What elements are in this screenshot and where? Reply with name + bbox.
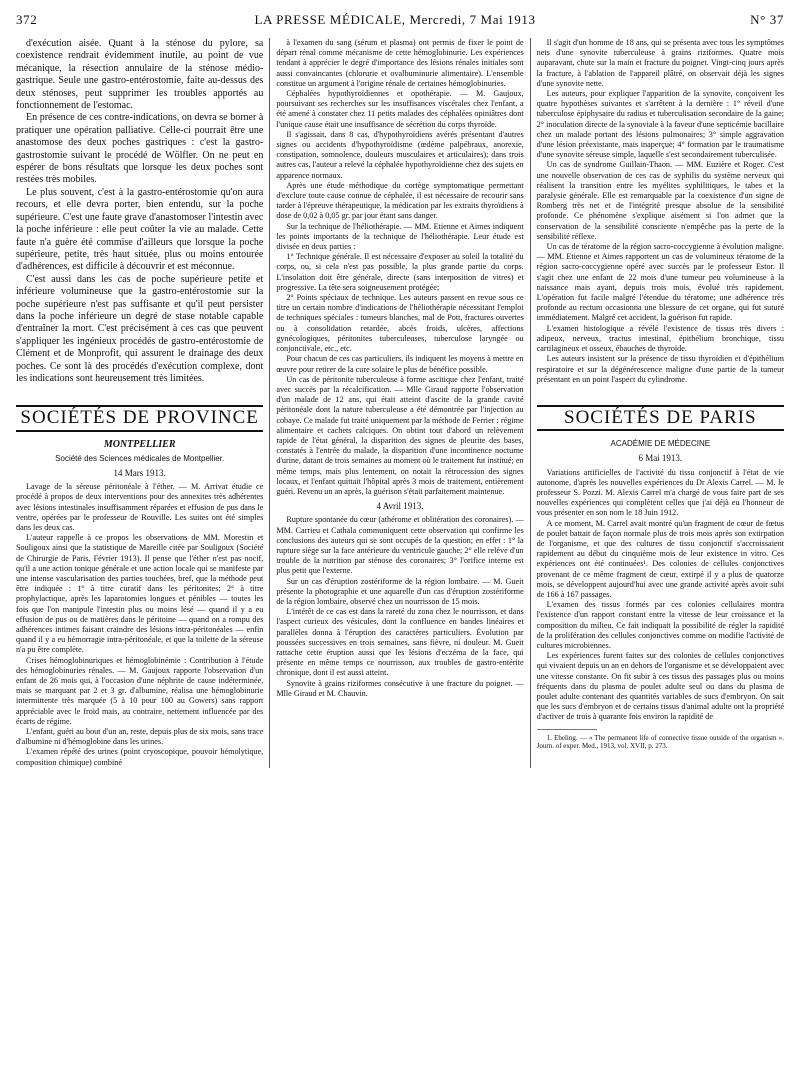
column-left [16, 38, 269, 768]
paragraph: L'enfant, guéri au bout d'un an, reste, depuis plus de six mois, sans trace d'albumine ni d'hémoglobine dans les urines. [16, 727, 264, 747]
footnote-rule [537, 729, 597, 730]
section-title-province: SOCIÉTÉS DE PROVINCE [16, 405, 263, 431]
paragraph: à l'examen du sang (sérum et plasma) ont permis de fixer le point de départ rénal comme mécanisme de cette hémoglobinurie. Les expériences tendant à apprécier le degré d'importance des lésions rénales initiales sont aussi convaincantes (chlorurie et ovalbuminurie alimentaire). L'ensemble constitue un argument à l'origine rénale de certaines hémoglobinuries. [276, 38, 524, 88]
society-heading: Société des Sciences médicales de Montpellier. [55, 453, 225, 463]
paragraph: d'exécution aisée. Quant à la sténose du pylore, sa coexistence rendrait évidemment inutile, au point de vue mécanique, la résection annulaire de la sténose médio-gastrique. Seule une gastro-entérostomie, faite au-dessus des deux sténoses, peut supprimer les troubles apportés au fonctionnement de l'estomac. [16, 38, 264, 112]
paragraph: Rupture spontanée du cœur (athérome et oblitération des coronaires). — MM. Carrieu et Cathala communiquent cette observation qui confirme les conclusions des auteurs qui se sont occupés de la question; en effet : 1° la rupture siège sur la face antérieure du ventricule gauche; 2° elle relève d'un trouble de la nutrition par sténose des coronaires; 3° l'orifice interne est plus petit que l'externe. [276, 515, 524, 576]
three-column-body [16, 38, 784, 768]
issue-number: N° 37 [750, 12, 784, 27]
paragraph: Pour chacun de ces cas particuliers, ils indiquent les moyens à mettre en œuvre pour retirer de la cure solaire le plus de bénéfice possible. [276, 354, 524, 374]
paragraph: Un cas de syndrome Guillain-Thaon. — MM. Euzière et Roger. C'est une nouvelle observation de ces cas de syphilis du système nerveux qui réalisent la transition entre les myélites syphilitiques, le tabes et la paralysie générale. Elle est remarquable par la coexistence d'un signe de Romberg très net et de l'intégrité presque absolue de la sensibilité profonde. Ce phénomène s'explique aisément si l'on admet que la conservation de la sensibilité consciente n'empêche pas la perte de la sensibilité réflexe. [536, 160, 784, 241]
paragraph: Les expériences furent faites sur des colonies de cellules conjonctives qui vivaient depuis un an en dehors de l'organisme et se développaient avec une vitesse constante. On fit subir à ces tissus des passages plus ou moins fréquents dans du plasma de poulet adulte seul ou dans du plasma de poulet adulte contenant des quantités variables de sucs d'embryon. On sait que les sucs d'embryon et de certains tissus d'animal adulte ont la propriété d'activer de trois à quarante fois environ la rapidité de [536, 651, 784, 722]
paragraph: Un cas de péritonite tuberculeuse à forme ascitique chez l'enfant, traité avec succès par la récalcification. — Mlle Giraud rapporte l'observation d'un malade de 12 ans, qui était atteint d'ascite de la grande cavité péritonéale dont la nature tuberculeuse a été démontrée par l'injection au cobaye. Ce malade fut traité uniquement par la méthode de Ferrier : régime alimentaire et cachets calciques. On obtint tout d'abord un relèvement rapide de l'état général, la disparition des signes de pleurite des bases, constatés à l'entrée du malade, la disparition d'une incontinence nocturne d'urine, datant de trois semaines au moment où le traitement fut institué; en même temps, mais plus lentement, on notait la rétrocession des signes locaux, et l'enfant quittait l'hôpital après 3 mois de traitement, entièrement guéri. Revenu un an après, la guérison s'était parfaitement maintenue. [276, 374, 524, 496]
footnote: 1. Ebeling. — « The permanent life of connective tissue outside of the organism ». Journ. of exper. Med., 1913, vol. XVII, p. 273. [536, 733, 784, 751]
section-title-paris: SOCIÉTÉS DE PARIS [537, 405, 784, 431]
paragraph: Variations artificielles de l'activité du tissu conjonctif à l'état de vie autonome, d'après les nouvelles expériences du Dr Alexis Carrel. — M. le professeur S. Pozzi. M. Alexis Carrel m'a chargé de vous faire part de ses nouvelles expériences qui complètent celles que j'ai déjà eu l'honneur de vous présenter en son nom le 18 Juin 1912. [536, 467, 784, 518]
paragraph: En présence de ces contre-indications, on devra se borner à pratiquer une opération palliative. Celle-ci pourrait être une anastomose des deux poches gastriques : c'est la gastro-gastrostomie suivant le procédé de Wölfler. On ne peut en espérer de bons résultats que lorsque les deux poches sont restées très mobiles. [16, 112, 264, 186]
journal-title: LA PRESSE MÉDICALE, Mercredi, 7 Mai 1913 [254, 12, 536, 27]
running-header [16, 12, 784, 28]
paragraph: Céphalées hypothyroïdiennes et opothérapie. — M. Gaujoux, poursuivant ses recherches sur les insuffisances viscérales chez l'enfant, a été amené à constater chez 11 petits malades des céphalées opiniâtres dont l'unique cause était une insuffisance de sécrétion du corps thyroïde. [276, 89, 524, 129]
paragraph: A ce moment, M. Carrel avait montré qu'un fragment de cœur de fœtus de poulet battait de façon normale plus de trois mois après son extirpation de l'organisme, et que des cultures de tissu conjonctif s'accroissaient rapidement au début du cinquième mois de leur existence in vitro. Ces expériences ont été continuées¹. Des colonies de cellules conjonctives provenant de ce même fragment de cœur, extirpé il y a plus de quatorze mois, se développent aujourd'hui avec une grande activité après avoir subi de 166 à 167 passages. [536, 518, 784, 599]
paragraph: Il s'agit d'un homme de 18 ans, qui se présenta avec tous les symptômes nets d'une synovite tuberculeuse à grains riziformes. Quatre mois auparavant, chute sur la main et fracture du poignet. Vingt-cinq jours après la fracture, à l'ablation de l'appareil plâtré, on observait déjà les signes d'une synovite nette. [536, 38, 784, 88]
paragraph: Un cas de tératome de la région sacro-coccygienne à évolution maligne. — MM. Etienne et Aimes rapportent un cas de volumineux tératome de la région sacro-coccygienne opéré avec succès par le professeur Estor. Il s'agit chez une enfant de 22 mois d'une tumeur peu volumineuse à la naissance mais ayant, depuis trois mois, évolué très rapidement. L'opération fut facile malgré l'étendue du tératome; une adhérence très profonde au rectum occasionna une blessure de cet organe, qui fut suturé immédiatement. Malgré cet accident, la guérison fut rapide. [536, 242, 784, 323]
paragraph: Le plus souvent, c'est à la gastro-entérostomie qu'on aura recours, et elle devra porter, bien entendu, sur la poche supérieure. C'est une faute grave d'anastomoser l'intestin avec la poche inférieure : elle peut coûter la vie au malade. Cette faute n'a guère été commise d'ailleurs que lorsque la poche supérieure, petite, très haut située, plus ou moins entourée d'adhérences, est difficile à découvrir et est méconnue. [16, 186, 264, 273]
paragraph: Sur la technique de l'héliothérapie. — MM. Etienne et Aimes indiquent les points importants de la technique de l'héliothérapie. Leur étude est divisée en deux parties : [276, 221, 524, 252]
paragraph: L'intérêt de ce cas est dans la rareté du zona chez le nourrisson, et dans l'aspect curieux des vésicules, dont la confluence en bandes linéaires et parallèles donna à l'éruption des caractères particuliers. Évolution par poussées successives en trois semaines, sans fièvre, ni douleur. M. Gueit rattache cette éruption aussi que les lésions d'eczéma de la face, qui présente en même temps ce nourrisson, aux troubles de gastro-entérite chronique, dont il est aussi atteint. [276, 607, 524, 678]
session-date: 4 Avril 1913. [376, 501, 424, 512]
paragraph: Les auteurs insistent sur la présence de tissu thyroïdien et d'épithélium respiratoire et sur la dégénérescence maligne d'une partie de la tumeur présentant en un point l'aspect du cylindrome. [536, 354, 784, 384]
column-right [530, 38, 784, 768]
academy-heading: ACADÉMIE DE MÉDECINE [610, 439, 711, 449]
paragraph: Les auteurs, pour expliquer l'apparition de la synovite, conçoivent les quatre hypothèses suivantes et s'arrêtent à la dernière : 1° réveil d'une tuberculose épiphysaire du radius et tuberculisation secondaire de la gaine; 2° inoculation directe de la synoviale à la faveur d'une septicémie bacillaire chez un malade portant des lésions pulmonaires; 3° simple aggravation d'une lésion préexistante, mais inaperçue; 4° formation par le traumatisme d'une synovite séreuse simple, laquelle s'est secondairement tuberculisée. [536, 89, 784, 160]
page-number: 372 [16, 12, 38, 27]
paragraph: 1° Technique générale. Il est nécessaire d'exposer au soleil la totalité du corps, ou, si cela n'est pas possible, la plus grande partie du corps. L'insolation doit être générale, directe (sans interposition de vitres) et progressive. La tête sera soigneusement protégée; [276, 252, 524, 292]
paragraph: 2° Points spéciaux de technique. Les auteurs passent en revue sous ce titre un certain nombre d'indications de l'héliothérapie nécessitant l'emploi de techniques spéciales : tumeurs blanches, mal de Pott, fractures ouvertes ou à consolidation retardée, abcès froids, ulcères, affections gynécologiques, péritonites tuberculeuses, tuberculose laryngée ou conjonctivale, etc., etc. [276, 293, 524, 354]
paragraph: L'examen histologique a révélé l'existence de tissus très divers : adipeux, nerveux, tractus intestinal, épithélium bronchique, tissu cartilagineux et osseux, ébauches de thyroïde. [536, 323, 784, 354]
paragraph: L'examen répété des urines (point cryoscopique, pouvoir hémolytique, composition chimique) combiné [16, 747, 264, 767]
paragraph: Il s'agissait, dans 8 cas, d'hypothyroïdiens avérés présentant d'autres signes ou accidents d'hypothyroïdisme (œdème palpébraux, anorexie, constipation, somnolence, douleurs musculaires et articulaires); dans trois autres cas, l'auteur a relevé la céphalée hypothyroïdienne chez des sujets en apparence normaux. [276, 129, 524, 180]
paragraph: Sur un cas d'éruption zostériforme de la région lombaire. — M. Gueit présente la photographie et une aquarelle d'un cas d'éruption zostériforme de la région lombaire, observé chez un nourrisson de 15 mois. [276, 576, 524, 606]
paragraph: L'examen des tissus formés par ces colonies cellulaires montra l'existence d'un rapport constant entre la vitesse de leur croissance et la composition du milieu. Ce fait indiquait la possibilité de régler la rapidité de la prolifération des cellules conjonctives comme on modifie l'activité de cultures microbiennes. [536, 600, 784, 650]
paragraph: Crises hémoglobinuriques et hémoglobinémie : Contribution à l'étude des hémoglobinuries rénales. — M. Gaujoux rapporte l'observation d'un enfant de 26 mois qui, à l'occasion d'une néphrite de cause indéterminée, mais se marquant par 2 et 3 gr. d'albumine, réalisa une hémoglobinurie intermittente très marquée (5 à 10 pour 100 au Gowers) sans rapport appréciable avec le froid mais, au contraire, nettement influencée par des écarts de régime. [16, 655, 264, 726]
city-heading: MONTPELLIER [103, 438, 176, 450]
paragraph: L'auteur rappelle à ce propos les observations de MM. Morestin et Souligoux ainsi que la statistique de Mareille citée par Souligoux (Société de Chirurgie de Paris, Février 1913). Il pense que l'éther n'est pas nocif, qu'il a une action tonique générale et une action locale qui se manifeste par une intense vascularisation des parties touchées, bref, que la méthode peut être indiquée : 1° à titre curatif dans les péritonites; 2° à titre prophylactique, après les laparotomies longues et pénibles — toutes les fois que l'on manipule l'intestin plus ou moins lésé — quand il y a eu effusion de pus ou de matières dans le péritoine — quand on a rompu des adhérences intimes faisant craindre des lésions intra-péritonéales — enfin quand il y a eu hémorragie intra-péritonéale, et que la toilette de la séreuse n'a pu être complète. [16, 533, 264, 655]
paragraph: Synovite à grains riziformes consécutive à une fracture du poignet. — Mlle Giraud et M. Chauvin. [276, 678, 524, 698]
column-middle [269, 38, 529, 768]
session-date: 14 Mars 1913. [113, 467, 166, 478]
paragraph: Après une étude méthodique du cortège symptomatique permettant d'exclure toute cause connue de céphalée, il est nécessaire de recourir sans tarder à l'épreuve thérapeutique, la médication par les extraits thyroïdiens à dose de 0,02 à 0,05 gr. par jour étant sans danger. [276, 180, 524, 221]
session-date: 6 Mai 1913. [638, 453, 683, 464]
paragraph: C'est aussi dans les cas de poche supérieure petite et inférieure volumineuse que la gastro-entérostomie sur la poche supérieure n'est pas suffisante et qu'il peut persister dans la poche inférieure un degré de stase notable capable d'entraîner la mort. C'est précisément à ces cas que peuvent s'appliquer les ingénieux procédés de gastro-entérostomie de Clément et de Monprofit, qui assurent le drainage des deux poches. Ce sont là des procédés d'exécution complexe, dont les indications sont heureusement très limitées. [16, 273, 264, 384]
paragraph: Lavage de la séreuse péritonéale à l'éther. — M. Arrivat étudie ce procédé à propos de deux interventions pour des annexites très adhérentes avec lésions intestinales insuffisamment réparées et effusion de pus dans le ventre, opérées par le professeur de Rouville. Les suites ont été simples dans les deux cas. [16, 482, 264, 532]
